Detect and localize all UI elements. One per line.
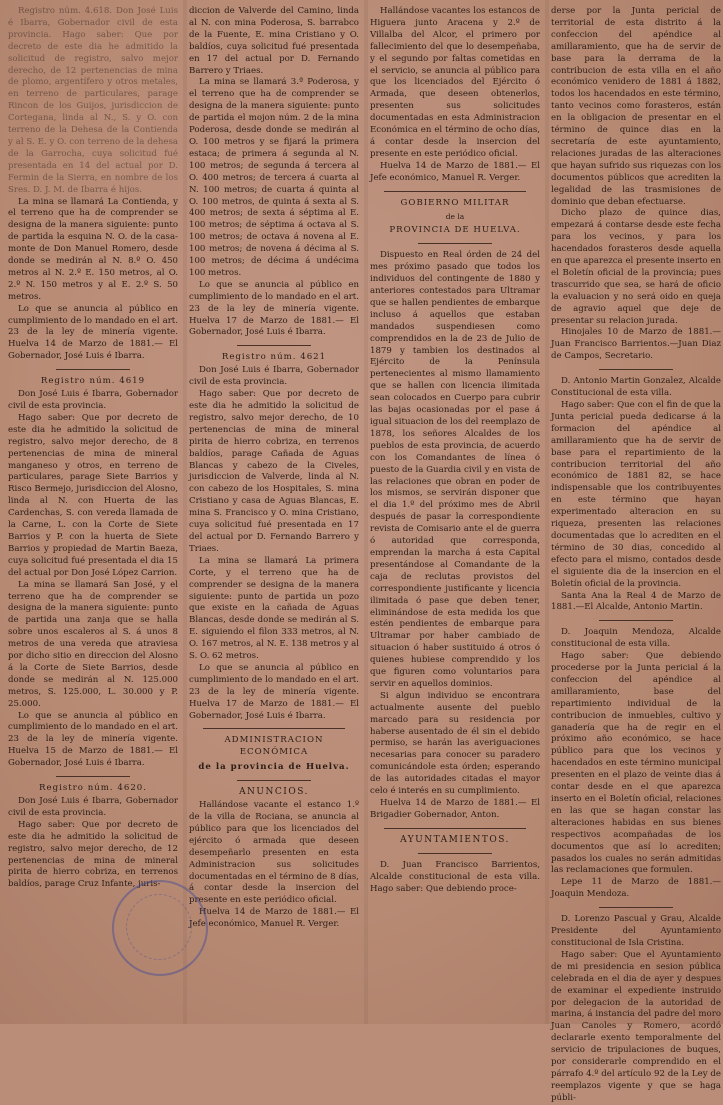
registro-4621-description: La mina se llamará La primera Corte, y el terreno que ha de comprender se designa de la manera siguiente: punto de partida un pozo que existe en la cañada de Aguas Blancas, desde donde se medirán al S. E. siguiendo el filon 333 metros, al N. O. 167 metros, al N. E. 138 metros y al S. O. 62 metros. xyxy=(189,555,359,662)
section-rule xyxy=(384,191,526,192)
registro-4618-description: La mina se llamará La Contienda, y el terreno que ha de comprender se designa de la manera siguiente: punto de partida la esquina N. O. de la casa-monte de Don Manuel Romero, desde donde se medirán al N. 8.º O. 450 metros al N. 2.º E. 150 metros, al O. 2.º N. 150 metros y al E. 2.º S. 50 metros. xyxy=(8,196,178,302)
divider xyxy=(56,776,130,777)
anuncio-estancos: Hallándose vacantes los estancos de Higuera junto Aracena y 2.º de Villalba del Alcor, el primero por fallecimiento del que lo desempeñaba, y el segundo por faltas cometidas en el servicio, se anuncia al público para que los licenciados del Ejército ó Armada, que deseen obtenerlos, presenten sus solicitudes documentadas en esta Administracion Económica en el término de ocho días, á contar desde la insercion del presente en este periódico oficial. xyxy=(370,6,540,159)
ayuntamiento-hinojales-signature: Hinojales 10 de Marzo de 1881.— Juan Francisco Barrientos.—Juan Diaz de Campos, Secretario. xyxy=(551,327,721,362)
column-gutter xyxy=(545,0,549,1024)
column-3 xyxy=(370,6,540,1020)
ayuntamiento-santa-ana-intro: D. Antonio Martin Gonzalez, Alcalde Constitucional de esta villa. xyxy=(551,376,721,399)
registro-4621-heading: Registro núm. 4621 xyxy=(221,352,327,363)
gobierno-militar-order: Dispuesto en Real órden de 24 del mes próximo pasado que todos los individuos del contingente de 1880 y anteriores contestados para Ultramar que se hallen pendientes de embarque incluso á aquellos que estaban mandados suspendiesen como comprendidos en la de 23 de Julio de 1879 y tambien los destinados al Ejército de la Península pertenecientes al mismo llamamiento que se hallen con licencia ilimitada sean colocados en Cuerpo para cubrir las bajas ocasionadas por el pase á igual situacion de los del reemplazo de 1878, los señores Alcaldes de los pueblos de esta provincia, de acuerdo con los Comandantes de línea ó puesto de la Guardia civil y en vista de las relaciones que obran en poder de los mismos, se servirán disponer que el dia 1.º del próximo mes de Abril después de pasar la correspondiente revista de Comisario ante el de guerra ó autoridad que corresponda, emprendan la marcha á esta Capital presentándose al Comandante de la caja de reclutas provistos del correspondiente justificante y licencia ilimitada ó pase que deben tener, eliminándose de esta medida los que estén pendientes de embarque para Ultramar por haber cambiado de situacion ó haber sustituido á otros ó quienes hubiese comprendido y los que figuren como voluntarios para servir en aquellos dominios. xyxy=(370,250,540,689)
registro-4620-intro: Don José Luis é Ibarra, Gobernador civil de esta provincia. xyxy=(8,796,178,818)
registro-4619-description: La mina se llamará San José, y el terreno que ha de comprender se designa de la manera siguiente: punto de partida una zanja que se halla sobre unos escaleros al S. á unos 8 metros de una vereda que atraviesa por dicho sitio en direccion del Alosno á la Corte de Siete Barrios, desde donde se medirán al N. 125.000 metros, S. 125.000, L. 30.000 y P. 25.000. xyxy=(8,579,178,709)
administracion-heading: ADMINISTRACION ECONÓMICA xyxy=(224,735,324,758)
ayuntamiento-hinojales-start: D. Juan Francisco Barrientos, Alcalde constitucional de esta villa. Hago saber: Que debiendo proce- xyxy=(370,859,540,894)
ayuntamiento-santa-ana-body: Hago saber: Que con el fin de que la Junta pericial pueda dedicarse á la formacion del apéndice al amillaramiento que ha de servir de base para el repartimiento de la contribucion territorial del año económico de 1881 82, se hace indispensable que los contribuyentes en este término que hayan experimentado alteracion en su riqueza, presenten las relaciones documentadas que lo acrediten en el término de 30 dias, concedido al efecto para el mismo, contados desde el siguiente dia de la insercion en el Boletín oficial de la provincia. xyxy=(551,400,721,589)
divider xyxy=(237,780,311,781)
gobierno-militar-heading: GOBIERNO MILITAR xyxy=(400,197,510,208)
gobierno-militar-province: PROVINCIA DE HUELVA. xyxy=(389,225,521,236)
anuncio-rociana: Hallándose vacante el estanco 1.º de la villa de Rociana, se anuncia al público para que los licenciados del ejército ó armada que deseen desempeñarlo presenten en esta Administracion sus solicitudes documentadas en el término de 8 días, á contar desde la insercion del presente en este periódico oficial. xyxy=(189,800,359,906)
registro-4619-body: Hago saber: Que por decreto de este dia he admitido la solicitud de registro, salvo mejor derecho, de 8 pertenencias de mina de mineral manganeso y otros, en terreno de particulares, parage Siete Barrios y Risco Bermejo, jurisdiccion del Alosno, linda al N. con Huerta de las Cardenchas, S. con vereda llamada de la Carne, L. con la Corte de Siete Barrios y P. con la huerta de Siete Barrios y propiedad de Martin Baeza, cuya solicitud fué presentada el dia 15 del actual por Don José López Carrion. xyxy=(8,412,178,578)
divider xyxy=(418,243,492,244)
column-4 xyxy=(551,6,721,1103)
registro-4618-text: Registro núm. 4.618. Don José Luis é Ibarra, Gobernador civil de esta provincia. Hago saber: Que por decreto de este dia he admitido la solicitud de registro, salvo mejor derecho, de 12 pertenencias de mina de plomo, argentífero y otros metales, en terreno de particulares, parage Rincon de los Guijos, jurisdiccion de Cortegana, linda al N., S. y O. con terreno de la Dehesa de la Contienda y al S. E. y O. con terreno de la dehesa de la Garrocha, cuya solicitud fué presentada en 14 del actual por D. Fermin de la Sierra, en nombre de los Sres. D. J. M. de Ibarra é hijos. xyxy=(8,6,178,195)
column-gutter xyxy=(364,0,368,1024)
gobierno-militar-connector: de la xyxy=(445,211,465,221)
registro-4620-heading: Registro núm. 4620. xyxy=(39,783,147,794)
registro-4621-intro: Don José Luis é Ibarra, Gobernador civil de esta provincia. xyxy=(189,365,359,388)
divider xyxy=(237,345,311,346)
ayuntamiento-isla-cristina-intro: D. Lorenzo Pascual y Grau, Alcalde Presidente del Ayuntamiento constitucional de Isla Cristina. xyxy=(551,914,721,948)
administracion-subheading: de la provincia de Huelva. xyxy=(198,762,350,773)
ink-stamp xyxy=(112,880,208,976)
registro-4619-heading: Registro núm. 4619 xyxy=(40,376,146,387)
ayuntamiento-santa-ana-signature: Santa Ana la Real 4 de Marzo de 1881.—El Alcalde, Antonio Martin. xyxy=(551,590,721,613)
gobierno-militar-absent: Si algun individuo se encontrara actualmente ausente del pueblo marcado para su residencia por haberse ausentado de él sin el debido permiso, se harán las averiguaciones necesarias para conocer su paradero comunicándole esta órden; esperando de las autoridades citadas el mayor celo é interés en su cumplimiento. xyxy=(370,690,540,797)
registro-4620-signature: Lo que se anuncia al público en cumplimiento de lo mandado en el art. 23 de la ley de minería vigente. Huelva 17 de Marzo de 1881.— El Gobernador, José Luis é Ibarra. xyxy=(189,279,359,338)
registro-4620-continued: diccion de Valverde del Camino, linda al N. con mina Poderosa, S. barrabco de la Fuente, E. mina Cristiano y O. baldíos, cuya solicitud fué presentada en 17 del actual por D. Fernando Barrero y Triaes. xyxy=(189,6,359,76)
registro-4620-description: La mina se llamará 3.ª Poderosa, y el terreno que ha de comprender se designa de la manera siguiente: punto de partida el mojon núm. 2 de la mina Poderosa, desde donde se medirán al O. 100 metros y se fijará la primera estaca; de primera á segunda al N. 100 metros; de segunda á tercera al O. 400 metros; de tercera á cuarta al N. 100 metros; de cuarta á quinta al O. 100 metros, de quinta á sexta al S. 400 metros; de sexta á séptima al E. 100 metros; de séptima á octava al S. 100 metros; de octava á novena al E. 100 metros; de novena á décima al S. 100 metros; de décima á undécima 100 metros. xyxy=(189,77,359,278)
registro-4621-signature: Lo que se anuncia al público en cumplimiento de lo mandado en el art. 23 de la ley de minería vigente. Huelva 17 de Marzo de 1881.— El Gobernador, José Luis é Ibarra. xyxy=(189,662,359,721)
divider xyxy=(599,369,673,370)
ayuntamiento-lepe-intro: D. Joaquin Mendoza, Alcalde constitucional de esta villa. xyxy=(551,627,721,650)
ayuntamiento-hinojales-continued: derse por la Junta pericial de territorial de esta distrito á la confeccion del apéndice al amillaramiento, que ha de servir de base para la derrama de la contribucion de esta villa en el año económico venidero de 1881 á 1882, todos los hacendados en este término, tanto vecinos como forasteros, están en la obligacion de presentar en el término de quince dias en la secretaría de este ayuntamiento, relaciones juradas de las alteraciones que hayan sufrido sus riquezas con los documentos públicos que acrediten la legalidad de las trasmisiones de dominio que deban efectuarse. xyxy=(551,6,721,207)
column-2 xyxy=(189,6,359,1020)
anuncio-rociana-signature: Huelva 14 de Marzo de 1881.— El Jefe económico, Manuel R. Verger. xyxy=(189,907,359,930)
registro-4620-body: Hago saber: Que por decreto de este dia he admitido la solicitud de registro, salvo mejor derecho, de 12 pertenencias de mina de mineral pirita de hierro cobriza, en terrenos baldíos, parage Cruz Infante, juris- xyxy=(8,819,178,890)
registro-4619-signature: Lo que se anuncia al público en cumplimiento de lo mandado en el art. 23 de la ley de minería vigente. Huelva 15 de Marzo de 1881.— El Gobernador, José Luis é Ibarra. xyxy=(8,710,178,769)
ayuntamiento-isla-cristina-body: Hago saber: Que el Ayuntamiento de mi presidencia en sesion pública celebrada en el dia de ayer y despues de examinar el expediente instruido por delegacion de la autoridad de marina, á instancia del padre del moro Juan Canoles y Romero, acordó declararle exento temporalmente del servicio de tripulaciones de buques, por considerarle comprendido en el párrafo 4.º del artículo 92 de la Ley de reemplazos vigente y que se haga públi- xyxy=(551,949,721,1103)
ayuntamiento-lepe-signature: Lepe 11 de Marzo de 1881.—Joaquin Mendoza. xyxy=(551,877,721,900)
ayuntamientos-heading: AYUNTAMIENTOS. xyxy=(400,834,510,845)
anuncio-estancos-signature: Huelva 14 de Marzo de 1881.— El Jefe económico, Manuel R. Verger. xyxy=(370,160,540,183)
ayuntamiento-hinojales-plazo: Dicho plazo de quince dias, empezará á contarse desde este fecha para los vecinos, y para los hacendados forasteros desde aquella en que aparezca el presente inserto en el Boletín oficial de la provincia; pues trascurrido que sea, se hará de oficio la evaluacion y no será oido en queja de agravio aquel que deje de presentar su relacion jurada. xyxy=(551,208,721,326)
divider xyxy=(599,907,673,908)
section-rule xyxy=(384,828,526,829)
gobierno-militar-signature: Huelva 14 de Marzo de 1881.— El Brigadier Gobernador, Anton. xyxy=(370,798,540,820)
divider xyxy=(599,620,673,621)
column-gutter xyxy=(183,0,187,1024)
ayuntamiento-lepe-body: Hago saber: Que debiendo procederse por la Junta pericial á la confeccion del apéndice al amillaramiento, base del repartimiento individual de la contribucion de inmuebles, cultivo y ganadería que ha de regir en el próximo año económico, se hace público para que los vecinos y hacendados en este término municipal presenten en el plazo de veinte dias á contar desde en el que aparezca inserto en el Boletín oficial, relaciones en las que se hagan constar las alteraciones habidas en sus bienes respectivos acompañadas de los documentos que así lo acrediten; pasados los cuales no serán admitidas las reclamaciones que formulen. xyxy=(551,651,721,876)
column-1 xyxy=(8,6,178,1020)
registro-4618-signature: Lo que se anuncia al público en cumplimiento de lo mandado en el art. 23 de la ley de minería vigente. Huelva 14 de Marzo de 1881.— El Gobernador, José Luis é Ibarra. xyxy=(8,303,178,362)
section-rule xyxy=(203,728,345,729)
registro-4619-intro: Don José Luis é Ibarra, Gobernador civil de esta provincia. xyxy=(8,389,178,411)
divider xyxy=(418,853,492,854)
anuncios-heading: ANUNCIOS. xyxy=(239,787,309,798)
registro-4621-body: Hago saber: Que por decreto de este dia he admitido la solicitud de registro, salvo mejor derecho, de 10 pertenencias de mina de mineral pirita de hierro cobriza, en terrenos baldíos, parage Cañada de Aguas Blancas y cabezo de la Civeles, jurisdiccion de Valverde, linda al N. con cabezo de los Hospitales, S. mina Cristiano y casa de Aguas Blancas, E. mina S. Francisco y O. mina Cristiano, cuya solicitud fué presentada en 17 del actual por D. Fernando Barrero y Triaes. xyxy=(189,389,359,554)
divider xyxy=(56,369,130,370)
